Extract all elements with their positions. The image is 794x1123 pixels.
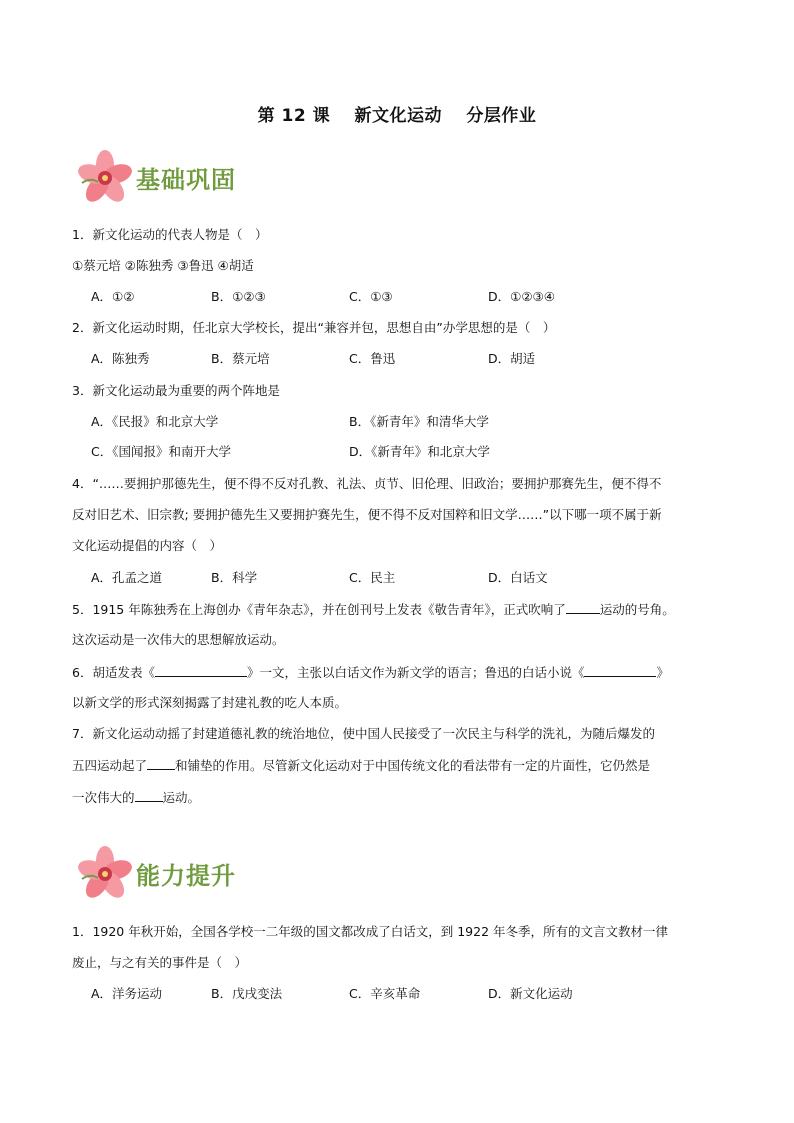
question-3-stem: 3．新文化运动最为重要的两个阵地是	[72, 383, 280, 398]
section-header-basic	[76, 149, 236, 205]
question-5-line-1	[72, 600, 675, 619]
q1-option-c[interactable]: C．①③	[349, 289, 393, 304]
q4-option-b[interactable]: B．科学	[211, 570, 258, 585]
advanced-question-1-line-1: 1．1920 年秋开始，全国各学校一二年级的国文都改成了白话文，到 1922 年冬季，所有的文言文教材一律	[72, 924, 668, 939]
lesson-type: 分层作业	[466, 106, 537, 126]
q4-option-d[interactable]: D．白话文	[488, 570, 548, 585]
advanced-question-1-line-2: 废止，与之有关的事件是（ ）	[72, 955, 248, 970]
question-7-line-2	[72, 756, 650, 775]
p1-option-c[interactable]: C．辛亥革命	[349, 986, 421, 1001]
q3-option-d[interactable]: D．《新青年》和北京大学	[349, 444, 490, 459]
q6-blank-1[interactable]	[155, 663, 247, 677]
q7-text-3-pre: 一次伟大的	[72, 790, 135, 805]
question-6-line-2: 以新文学的形式深刻揭露了封建礼教的吃人本质。	[72, 695, 348, 710]
q6-text-c: 》	[656, 665, 669, 680]
question-7-line-3	[72, 788, 200, 807]
question-4-line-2: 反对旧艺术、旧宗教; 要拥护德先生又要拥护赛先生，便不得不反对国粹和旧文学……”以下哪一项不属于新	[72, 507, 662, 522]
q2-option-b[interactable]: B．蔡元培	[211, 351, 270, 366]
q2-option-a[interactable]: A．陈独秀	[91, 351, 150, 366]
q2-option-d[interactable]: D．胡适	[488, 351, 536, 366]
section-title-advanced: 能力提升	[136, 861, 236, 890]
question-2-stem: 2．新文化运动时期，任北京大学校长，提出“兼容并包，思想自由”办学思想的是（ ）	[72, 320, 556, 335]
p1-option-d[interactable]: D．新文化运动	[488, 986, 573, 1001]
q3-option-b[interactable]: B．《新青年》和清华大学	[349, 414, 489, 429]
q1-option-d[interactable]: D．①②③④	[488, 289, 555, 304]
question-1-items: ①蔡元培 ②陈独秀 ③鲁迅 ④胡适	[72, 258, 254, 273]
q6-text-a: 6．胡适发表《	[72, 665, 155, 680]
q2-option-c[interactable]: C．鲁迅	[349, 351, 396, 366]
q7-blank-2[interactable]	[135, 788, 163, 802]
question-6-line-1	[72, 663, 669, 682]
q5-blank[interactable]	[566, 600, 600, 614]
p1-option-b[interactable]: B．戊戌变法	[211, 986, 283, 1001]
question-4-line-3: 文化运动提倡的内容（ ）	[72, 538, 223, 553]
q5-text-pre: 5．1915 年陈独秀在上海创办《青年杂志》，并在创刊号上发表《敬告青年》，正式吹响了	[72, 602, 566, 617]
q5-text-post: 运动的号角。	[599, 602, 675, 617]
section-title-basic: 基础巩固	[136, 165, 236, 194]
question-7-line-1: 7．新文化运动动摇了封建道德礼教的统治地位，使中国人民接受了一次民主与科学的洗礼，为随后爆发的	[72, 726, 655, 741]
q4-option-c[interactable]: C．民主	[349, 570, 396, 585]
question-4-line-1: 4．“……要拥护那德先生，便不得不反对孔教、礼法、贞节、旧伦理、旧政治；要拥护那赛先生，便不得不	[72, 476, 662, 491]
lesson-number: 第 12 课	[257, 106, 331, 126]
q7-text-2-pre: 五四运动起了	[72, 758, 148, 773]
page-title	[0, 101, 794, 126]
q6-text-b: 》一文，主张以白话文作为新文学的语言；鲁迅的白话小说《	[246, 665, 585, 680]
q6-blank-2[interactable]	[584, 663, 656, 677]
q7-text-3-post: 运动。	[162, 790, 201, 805]
q3-option-a[interactable]: A．《民报》和北京大学	[91, 414, 219, 429]
question-1-stem: 1．新文化运动的代表人物是（ ）	[72, 227, 268, 242]
flower-icon	[76, 149, 134, 205]
section-header-advanced	[76, 845, 236, 901]
q4-option-a[interactable]: A．孔孟之道	[91, 570, 163, 585]
q1-option-b[interactable]: B．①②③	[211, 289, 266, 304]
p1-option-a[interactable]: A．洋务运动	[91, 986, 163, 1001]
q1-option-a[interactable]: A．①②	[91, 289, 135, 304]
question-5-line-2: 这次运动是一次伟大的思想解放运动。	[72, 632, 285, 647]
lesson-topic: 新文化运动	[354, 106, 442, 126]
flower-icon	[76, 845, 134, 901]
q3-option-c[interactable]: C．《国闻报》和南开大学	[91, 444, 231, 459]
q7-text-2-post: 和铺垫的作用。尽管新文化运动对于中国传统文化的看法带有一定的片面性，它仍然是	[175, 758, 651, 773]
q7-blank-1[interactable]	[147, 756, 175, 770]
